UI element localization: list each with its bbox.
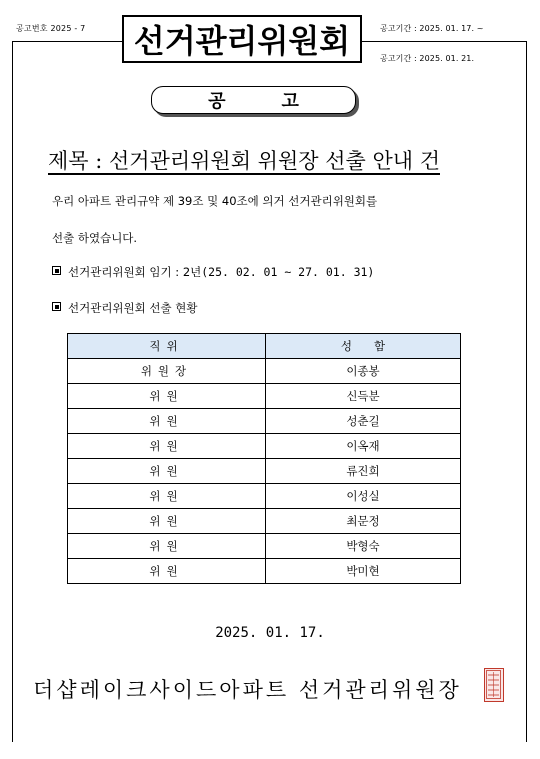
table-row bbox=[68, 459, 461, 484]
name-cell: 이성실 bbox=[266, 484, 461, 509]
position-cell: 위원 bbox=[68, 409, 266, 434]
position-cell: 위원 bbox=[68, 534, 266, 559]
term-bullet bbox=[52, 264, 374, 280]
subject-line: 제목 : 선거관리위원회 위원장 선출 안내 건 bbox=[48, 149, 440, 173]
notice-period-start: 공고기간 : 2025. 01. 17. ~ bbox=[380, 24, 484, 33]
table-row bbox=[68, 409, 461, 434]
position-cell: 위원 bbox=[68, 384, 266, 409]
square-bullet-icon bbox=[52, 266, 61, 275]
name-cell: 이옥재 bbox=[266, 434, 461, 459]
table-row bbox=[68, 384, 461, 409]
term-label: 선거관리위원회 임기 : 2년 bbox=[68, 265, 202, 279]
signature-line: 더샵레이크사이드아파트 선거관리위원장 bbox=[33, 678, 462, 702]
name-cell: 류진희 bbox=[266, 459, 461, 484]
column-header-name: 성함 bbox=[266, 334, 461, 359]
name-cell: 박형숙 bbox=[266, 534, 461, 559]
position-cell: 위원장 bbox=[68, 359, 266, 384]
column-header-position: 직위 bbox=[68, 334, 266, 359]
table-row bbox=[68, 434, 461, 459]
document-number: 공고번호 2025 - 7 bbox=[16, 24, 86, 33]
table-row bbox=[68, 509, 461, 534]
name-cell: 최문정 bbox=[266, 509, 461, 534]
notice-banner bbox=[151, 86, 356, 114]
table-row bbox=[68, 559, 461, 584]
position-cell: 위원 bbox=[68, 459, 266, 484]
notice-period-end: 공고기간 : 2025. 01. 21. bbox=[380, 54, 475, 63]
status-bullet bbox=[52, 300, 198, 316]
official-seal-stamp bbox=[484, 668, 504, 702]
status-heading: 선거관리위원회 선출 현황 bbox=[68, 301, 198, 315]
organization-title: 선거관리위원회 bbox=[122, 15, 362, 63]
table-row bbox=[68, 534, 461, 559]
body-text-line-2: 선출 하였습니다. bbox=[52, 231, 138, 245]
square-bullet-icon bbox=[52, 302, 61, 311]
name-cell: 신득분 bbox=[266, 384, 461, 409]
name-cell: 박미현 bbox=[266, 559, 461, 584]
position-cell: 위원 bbox=[68, 434, 266, 459]
position-cell: 위원 bbox=[68, 484, 266, 509]
term-value: (25. 02. 01 ~ 27. 01. 31) bbox=[201, 265, 375, 279]
issue-date: 2025. 01. 17. bbox=[215, 625, 325, 641]
name-cell: 성춘길 bbox=[266, 409, 461, 434]
table-row bbox=[68, 484, 461, 509]
seal-pattern-icon bbox=[485, 669, 502, 700]
table-header-row bbox=[68, 334, 461, 359]
body-text-line-1: 우리 아파트 관리규약 제 39조 및 40조에 의거 선거관리위원회를 bbox=[52, 194, 378, 208]
table-row bbox=[68, 359, 461, 384]
name-cell: 이종봉 bbox=[266, 359, 461, 384]
position-cell: 위원 bbox=[68, 509, 266, 534]
committee-members-table bbox=[67, 333, 461, 584]
position-cell: 위원 bbox=[68, 559, 266, 584]
notice-banner-label: 공고 bbox=[208, 91, 355, 112]
